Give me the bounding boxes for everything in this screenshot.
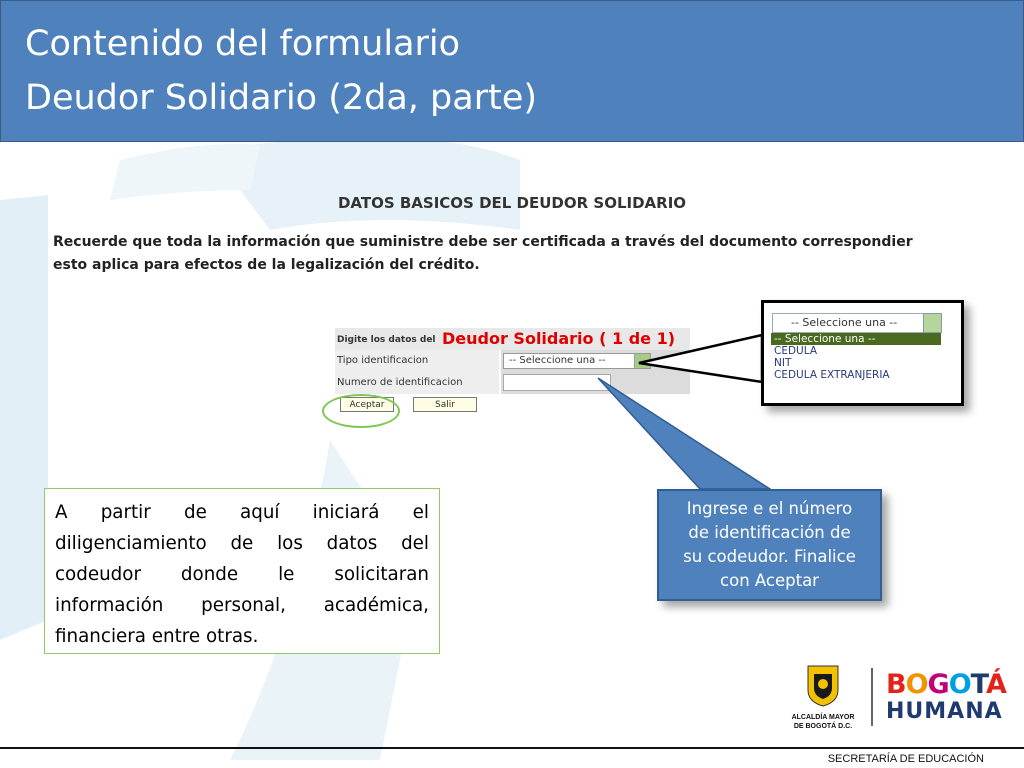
form-heading: DATOS BASICOS DEL DEUDOR SOLIDARIO (337, 194, 687, 212)
info-text: A partir de aquí iniciará el diligenciamiento de los datos del codeudor donde le solicitaran información personal, académica, financiera entre otras. (55, 502, 429, 647)
callout-text (659, 497, 880, 593)
humana-word: HUMANA (886, 699, 1003, 724)
bogota-letter: O (905, 669, 928, 700)
callout-pointer (598, 378, 770, 489)
form-header-subject: Deudor Solidario ( 1 de 1) (442, 329, 676, 348)
chevron-down-icon[interactable] (923, 313, 942, 333)
dropdown-options (771, 333, 941, 381)
option-nit[interactable]: NIT (774, 357, 792, 369)
notice-line-2: esto aplica para efectos de la legalización del crédito. (53, 257, 480, 273)
option-cedula[interactable]: CEDULA (774, 345, 818, 357)
callout-line-4: con Aceptar (720, 571, 819, 590)
zoom-select-value: -- Seleccione una -- (791, 316, 898, 329)
callout-line-1: Ingrese e el número (686, 499, 853, 518)
bogota-letter: B (886, 669, 906, 700)
option-seleccione[interactable]: -- Seleccione una -- (771, 333, 941, 345)
dropdown-zoom (761, 300, 964, 406)
bogota-letter: T (970, 669, 986, 700)
callout-line-2: de identificación de (688, 523, 851, 542)
form-header-label: Digite los datos del (337, 335, 436, 345)
tipo-select-value: -- Seleccione una -- (509, 355, 606, 366)
option-cedula-extranjeria[interactable]: CEDULA EXTRANJERIA (774, 369, 890, 381)
callout-line-3: su codeudor. Finalice (683, 547, 856, 566)
accept-button[interactable]: Aceptar (340, 397, 394, 412)
alcaldia-line-1: ALCALDÍA MAYOR (791, 714, 855, 721)
zoom-pointer (639, 335, 762, 382)
bogota-letter: O (948, 669, 971, 700)
zoom-select[interactable] (772, 313, 942, 333)
instruction-callout (657, 489, 882, 601)
footer-text: SECRETARÍA DE EDUCACIÓN (827, 753, 984, 765)
tipo-label: Tipo identificacion (337, 355, 429, 366)
exit-button[interactable]: Salir (413, 397, 477, 412)
alcaldia-line-2: DE BOGOTÁ D.C. (793, 723, 853, 730)
numero-label: Numero de identificacion (337, 377, 463, 388)
slide-title-line-2: Deudor Solidario (2da, parte) (25, 78, 538, 118)
bogota-letter: G (927, 669, 949, 700)
notice-line-1: Recuerde que toda la información que suministre debe ser certificada a través del documento correspondier (53, 234, 913, 250)
bogota-letter: Á (986, 669, 1006, 700)
slide-title-line-1: Contenido del formulario (25, 24, 461, 64)
